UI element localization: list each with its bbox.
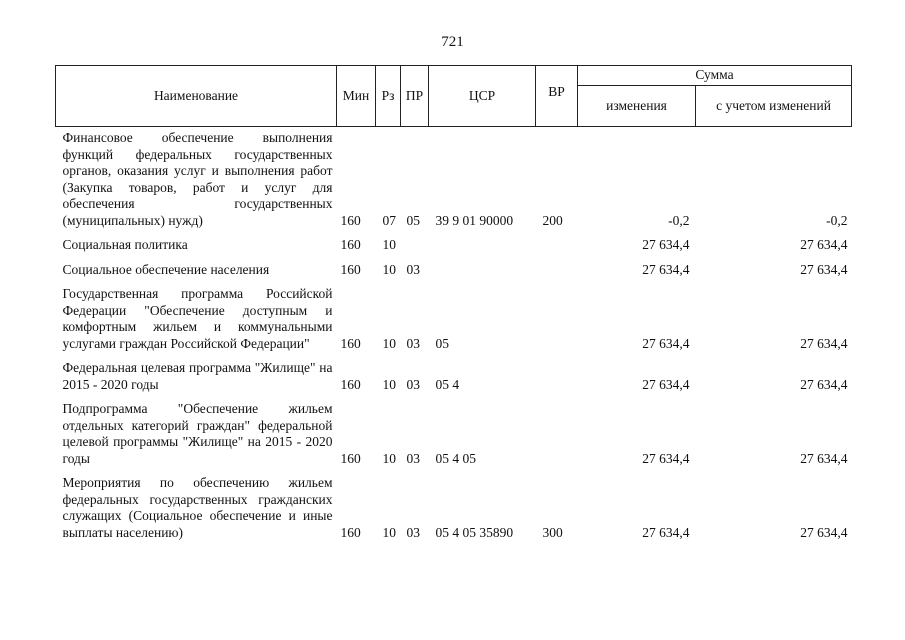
row-change: 27 634,4 <box>642 524 690 540</box>
table-row <box>56 469 852 543</box>
row-vr: 300 <box>542 524 563 540</box>
row-min: 160 <box>340 376 361 392</box>
row-name: Финансовое обеспечение выполнения функций федеральных государственных органов, оказания услуг и выполнения работ (Закупка товаров, работ и услуг для обеспечения государственных (муниципальных) нужд) <box>62 130 333 228</box>
table-row <box>56 354 852 395</box>
table-header <box>56 66 852 127</box>
row-csr: 05 <box>435 335 449 351</box>
row-pr: 03 <box>406 376 420 392</box>
row-name: Подпрограмма "Обеспечение жильем отдельных категорий граждан" федеральной целевой программы "Жилище" на 2015 - 2020 годы <box>62 401 333 466</box>
row-change: 27 634,4 <box>642 450 690 466</box>
row-with-change: 27 634,4 <box>800 261 848 277</box>
row-vr: 200 <box>542 212 563 228</box>
row-pr: 03 <box>406 261 420 277</box>
row-min: 160 <box>340 212 361 228</box>
row-min: 160 <box>340 524 361 540</box>
row-pr: 03 <box>406 450 420 466</box>
row-rz: 10 <box>382 450 396 466</box>
row-with-change: 27 634,4 <box>800 524 848 540</box>
header-change: изменения <box>578 86 696 127</box>
row-rz: 07 <box>382 212 396 228</box>
header-pr: ПР <box>401 66 429 127</box>
row-rz: 10 <box>382 237 396 252</box>
row-vr <box>536 231 578 256</box>
row-min: 160 <box>340 237 361 252</box>
row-min: 160 <box>340 261 361 277</box>
row-change: -0,2 <box>668 212 690 228</box>
row-change: 27 634,4 <box>642 261 690 277</box>
row-change: 27 634,4 <box>642 335 690 351</box>
table-row <box>56 231 852 256</box>
row-with-change: 27 634,4 <box>800 335 848 351</box>
header-sum: Сумма <box>578 66 852 86</box>
row-name: Социальное обеспечение населения <box>62 261 270 277</box>
row-vr <box>536 354 578 395</box>
row-vr <box>536 280 578 354</box>
table-row <box>56 256 852 281</box>
row-rz: 10 <box>382 524 396 540</box>
table-row <box>56 127 852 232</box>
row-csr: 39 9 01 90000 <box>435 212 514 228</box>
row-csr: 05 4 05 <box>435 450 476 466</box>
row-rz: 10 <box>382 376 396 392</box>
row-name: Социальная политика <box>62 237 188 252</box>
page-number: 721 <box>441 34 464 50</box>
row-with-change: 27 634,4 <box>800 237 848 252</box>
row-with-change: -0,2 <box>826 212 848 228</box>
row-vr <box>536 395 578 469</box>
row-pr: 03 <box>406 335 420 351</box>
row-min: 160 <box>340 450 361 466</box>
row-name: Мероприятия по обеспечению жильем федеральных государственных гражданских служащих (Социальное обеспечение и иные выплаты населению) <box>62 475 333 540</box>
header-name: Наименование <box>56 66 337 127</box>
table-row <box>56 280 852 354</box>
row-change: 27 634,4 <box>642 237 690 252</box>
header-rz: Рз <box>376 66 401 127</box>
row-with-change: 27 634,4 <box>800 450 848 466</box>
row-csr: 05 4 <box>435 376 460 392</box>
row-rz: 10 <box>382 261 396 277</box>
row-min: 160 <box>340 335 361 351</box>
row-change: 27 634,4 <box>642 376 690 392</box>
header-min: Мин <box>337 66 376 127</box>
budget-table <box>55 65 852 543</box>
row-pr: 05 <box>406 212 420 228</box>
row-rz: 10 <box>382 335 396 351</box>
table-row <box>56 395 852 469</box>
row-with-change: 27 634,4 <box>800 376 848 392</box>
row-name: Государственная программа Российской Федерации "Обеспечение доступным и комфортным жильем и коммунальными услугами граждан Российской Федерации" <box>62 286 333 351</box>
header-csr: ЦСР <box>429 66 536 127</box>
row-csr <box>429 256 536 281</box>
row-pr <box>401 231 429 256</box>
header-vr: ВР <box>536 66 578 127</box>
header-with-change: с учетом изменений <box>696 86 852 127</box>
row-csr <box>429 231 536 256</box>
row-pr: 03 <box>406 524 420 540</box>
row-csr: 05 4 05 35890 <box>435 524 514 540</box>
row-name: Федеральная целевая программа "Жилище" на 2015 - 2020 годы <box>62 360 333 392</box>
row-vr <box>536 256 578 281</box>
